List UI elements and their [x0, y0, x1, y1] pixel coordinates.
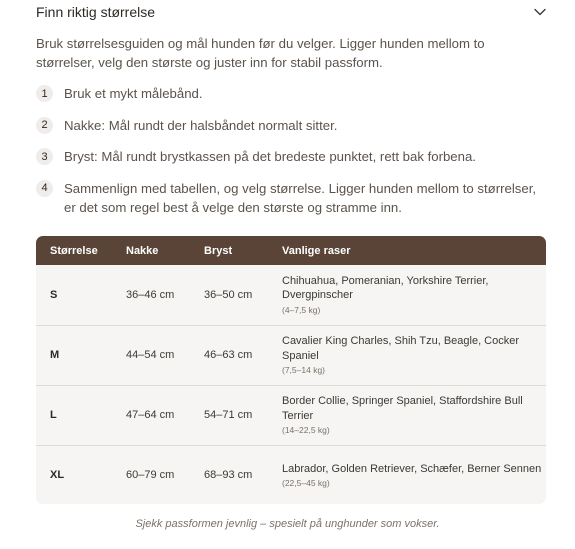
step-number-badge: 1 — [36, 85, 53, 102]
step-number-badge: 4 — [36, 180, 53, 197]
size-cell: S — [50, 288, 58, 301]
step-number-badge: 2 — [36, 117, 53, 134]
breeds-text: Chihuahua, Pomeranian, Yorkshire Terrier, Dvergpinscher — [282, 274, 489, 302]
intro-text: Bruk størrelsesguiden og mål hunden før du velger. Ligger hunden mellom to størrelser, velg den største og juster inn for stabil passform. — [36, 36, 485, 70]
table-header-row — [36, 236, 546, 265]
breeds-text: Border Collie, Springer Spaniel, Staffordshire Bull Terrier — [282, 395, 523, 422]
chest-cell: 54–71 cm — [204, 408, 253, 421]
chest-cell: 46–63 cm — [204, 348, 253, 361]
breeds-cell — [268, 445, 546, 504]
weight-range: (4–7,5 kg) — [282, 304, 321, 315]
breeds-cell — [268, 325, 546, 385]
neck-cell: 36–46 cm — [126, 288, 175, 301]
section-title: Finn riktig størrelse — [36, 4, 156, 20]
breeds-cell — [268, 265, 546, 325]
breeds-cell — [268, 385, 546, 445]
header-breeds: Vanlige raser — [282, 244, 351, 257]
breeds-text: Cavalier King Charles, Shih Tzu, Beagle, Cocker Spaniel — [282, 335, 520, 362]
breeds-text: Labrador, Golden Retriever, Schæfer, Berner Sennen — [282, 462, 542, 475]
size-cell: L — [50, 408, 57, 421]
step-item — [36, 116, 551, 136]
header-chest: Bryst — [204, 244, 233, 257]
size-table — [36, 236, 546, 504]
step-item — [36, 147, 551, 167]
step-text: Bryst: Mål rundt brystkassen på det bredeste punktet, rett bak forbena. — [64, 149, 476, 164]
chest-cell: 68–93 cm — [204, 469, 253, 481]
table-row — [36, 445, 546, 504]
table-row — [36, 325, 546, 385]
neck-cell: 60–79 cm — [126, 469, 175, 481]
table-row — [36, 265, 546, 325]
header-size: Størrelse — [50, 244, 98, 257]
steps-list — [36, 84, 551, 230]
size-cell: M — [50, 348, 60, 361]
step-text: Bruk et mykt målebånd. — [64, 86, 203, 101]
table-row — [36, 385, 546, 445]
chest-cell: 36–50 cm — [204, 288, 253, 301]
size-cell: XL — [50, 469, 65, 481]
step-text: Sammenlign med tabellen, og velg størrelse. Ligger hunden mellom to størrelser, er det som regel best å velge den største og stramme inn. — [64, 180, 537, 215]
step-number-badge: 3 — [36, 148, 53, 165]
weight-range: (7,5–14 kg) — [282, 365, 325, 375]
step-text: Nakke: Mål rundt der halsbåndet normalt sitter. — [64, 117, 338, 133]
step-item — [36, 179, 551, 218]
neck-cell: 47–64 cm — [126, 408, 175, 421]
neck-cell: 44–54 cm — [126, 348, 175, 361]
section-header[interactable] — [36, 0, 547, 24]
weight-range: (14–22,5 kg) — [282, 425, 330, 435]
footnote: Sjekk passformen jevnlig – spesielt på unghunder som vokser. — [135, 518, 440, 530]
weight-range: (22,5–45 kg) — [282, 478, 330, 488]
step-item — [36, 84, 551, 104]
chevron-down-icon[interactable] — [533, 5, 547, 19]
header-neck: Nakke — [126, 244, 159, 257]
